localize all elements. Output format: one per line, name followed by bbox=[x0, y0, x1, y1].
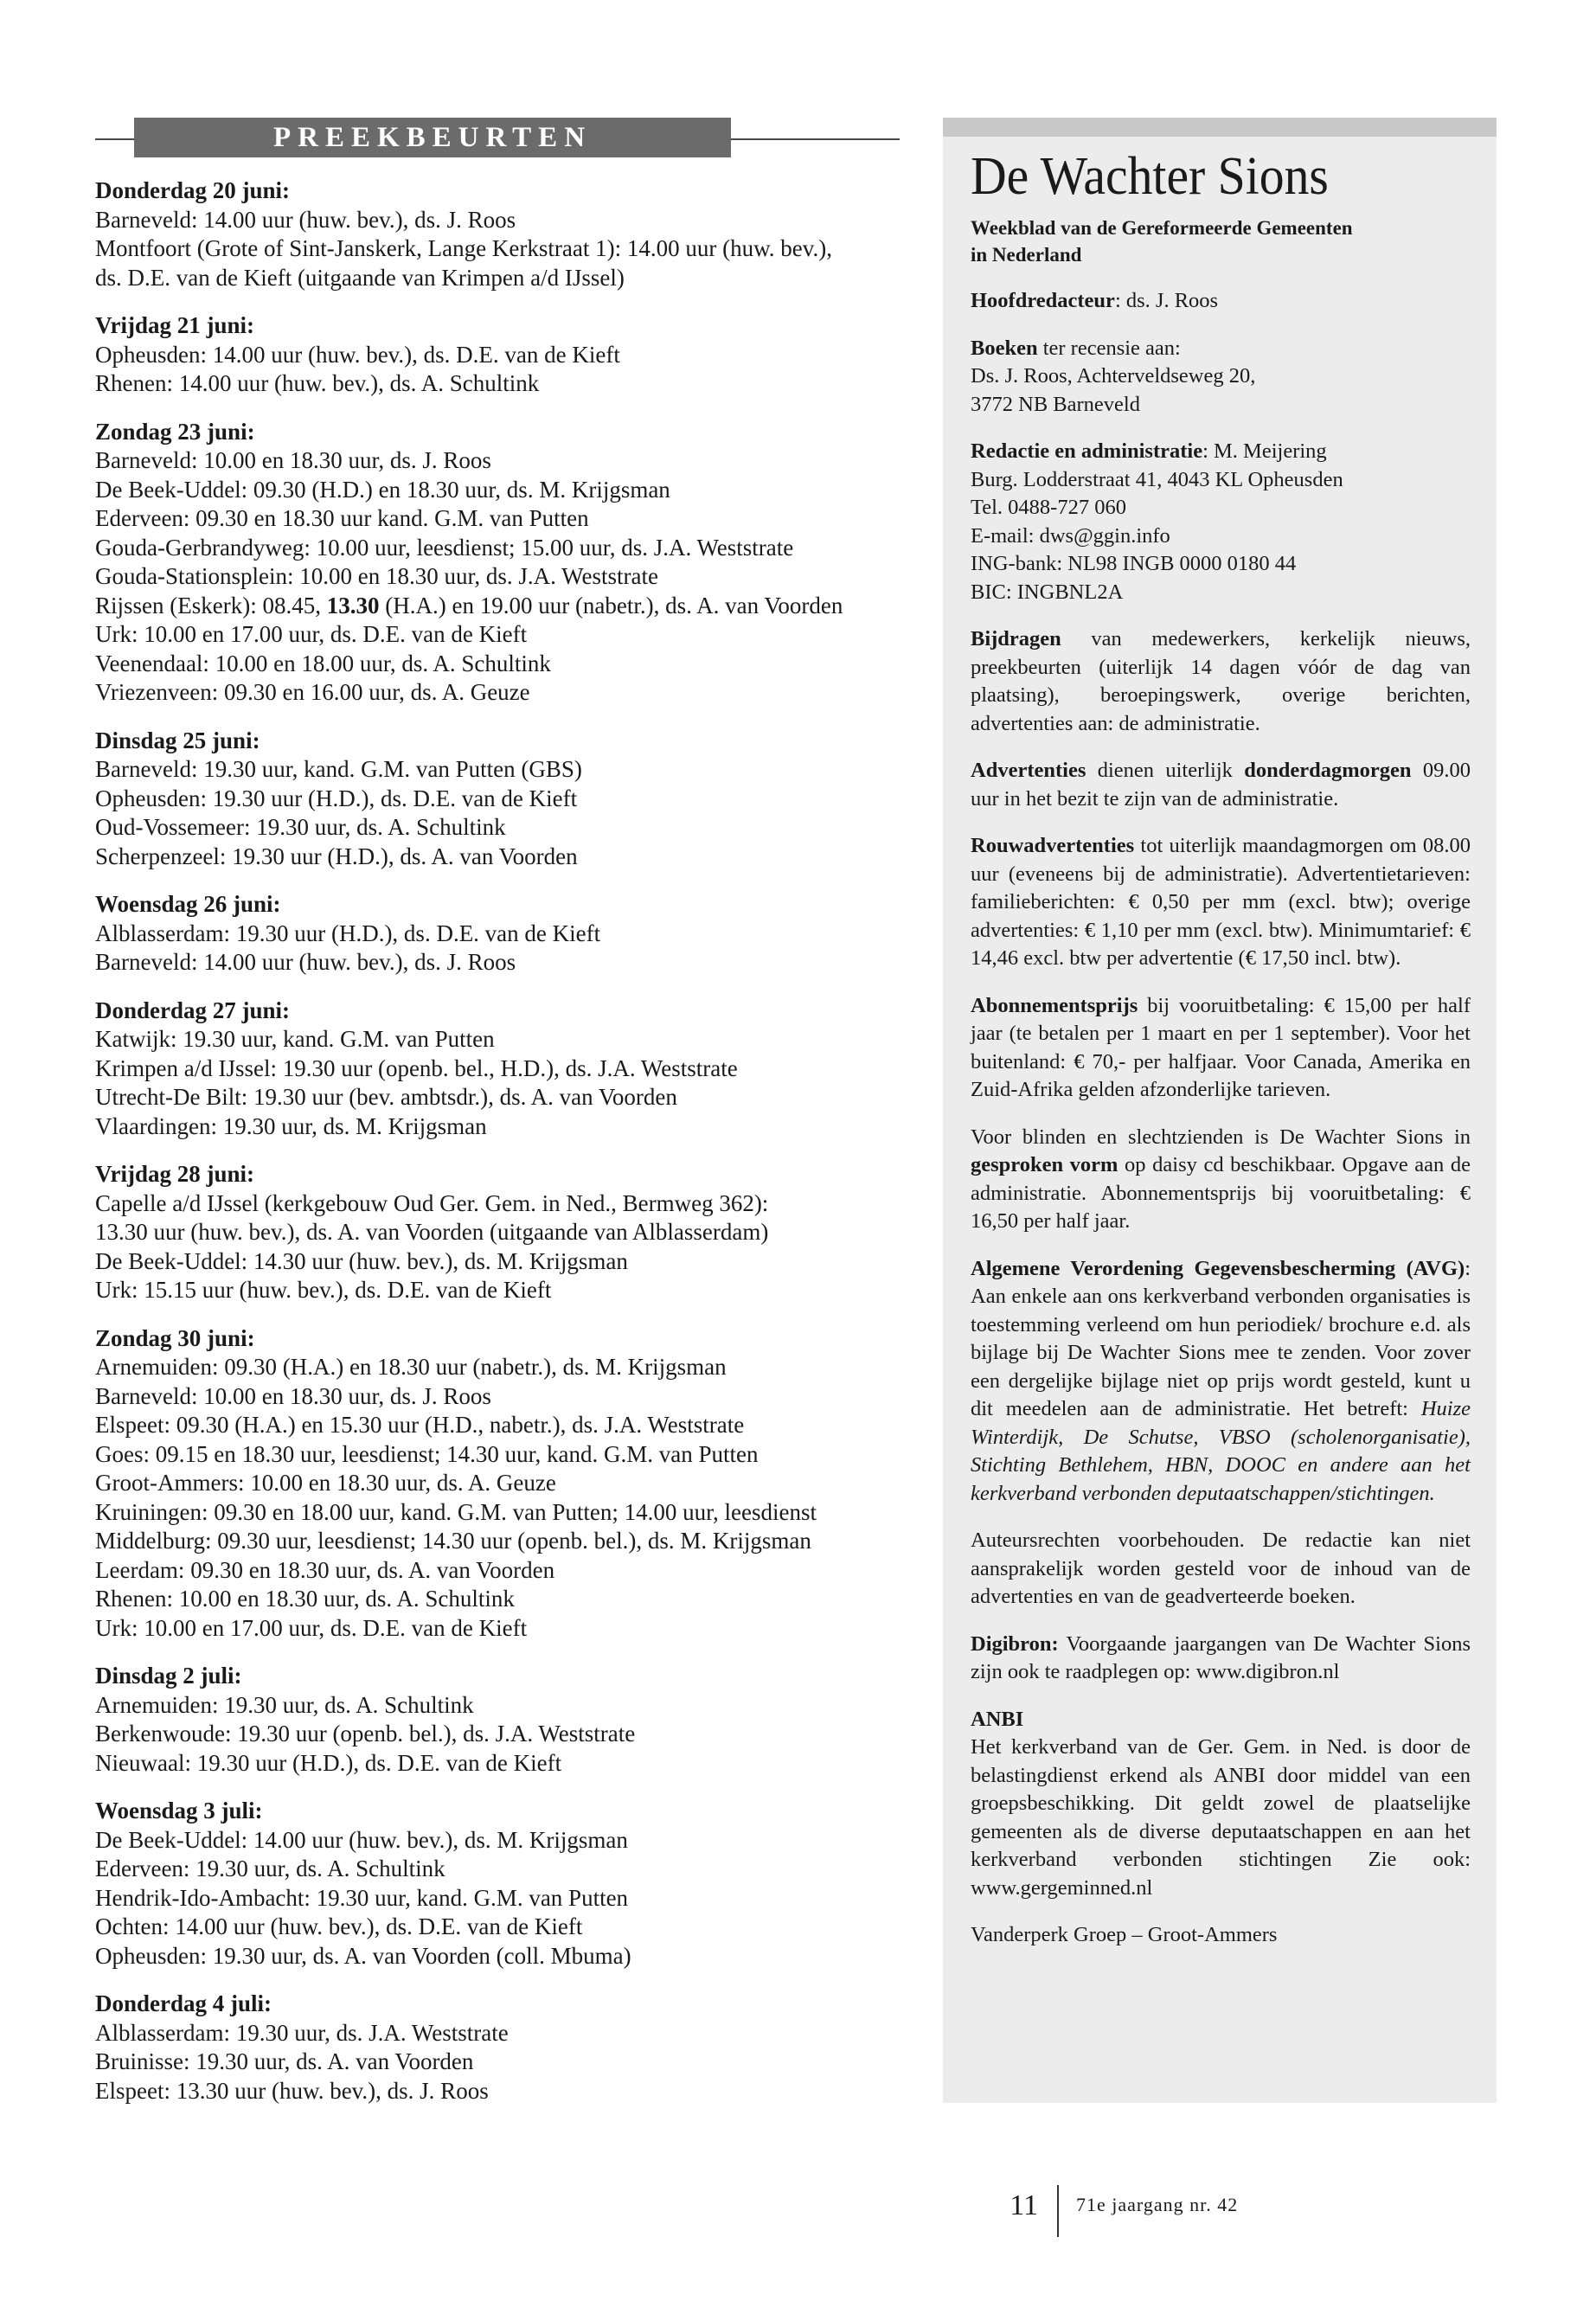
service-line: Elspeet: 09.30 (H.A.) en 15.30 uur (H.D., nabetr.), ds. J.A. Weststrate bbox=[95, 1412, 745, 1438]
rouwadvertenties-block bbox=[971, 832, 1471, 973]
day-block bbox=[95, 997, 900, 1142]
service-line: Gouda-Gerbrandyweg: 10.00 uur, leesdienst; 15.00 uur, ds. J.A. Weststrate bbox=[95, 534, 794, 561]
service-line: Vlaardingen: 19.30 uur, ds. M. Krijgsman bbox=[95, 1112, 487, 1139]
day-block bbox=[95, 890, 900, 977]
blinden-text-2: op daisy cd beschikbaar. Opgave aan de administratie. Abonnementsprijs bij vooruitbetaling: € 16,50 per half jaar. bbox=[971, 1153, 1471, 1233]
service-line: Kruiningen: 09.30 en 18.00 uur, kand. G.M. van Putten; 14.00 uur, leesdienst bbox=[95, 1498, 817, 1525]
masthead-title: De Wachter Sions bbox=[971, 147, 1329, 206]
advertenties-deadline: donderdagmorgen bbox=[1244, 759, 1412, 782]
day-title: Vrijdag 28 juni: bbox=[95, 1161, 255, 1187]
day-title: Dinsdag 2 juli: bbox=[95, 1663, 242, 1689]
service-line: Rijssen (Eskerk): 08.45, 13.30 (H.A.) en 19.00 uur (nabetr.), ds. A. van Voorden bbox=[95, 592, 843, 619]
service-line: Alblasserdam: 19.30 uur, ds. J.A. Weststrate bbox=[95, 2019, 509, 2046]
colophon-box bbox=[943, 118, 1497, 2103]
service-line: Rhenen: 10.00 en 18.30 uur, ds. A. Schultink bbox=[95, 1586, 515, 1612]
service-line: Berkenwoude: 19.30 uur (openb. bel.), ds. J.A. Weststrate bbox=[95, 1721, 636, 1747]
service-line: Montfoort (Grote of Sint-Janskerk, Lange Kerkstraat 1): 14.00 uur (huw. bev.), bbox=[95, 235, 833, 261]
service-line: Oud-Vossemeer: 19.30 uur, ds. A. Schultink bbox=[95, 814, 506, 840]
day-title: Donderdag 27 juni: bbox=[95, 997, 291, 1023]
abonnementsprijs-text: bij vooruitbetaling: € 15,00 per half jaar (te betalen per 1 maart en per 1 september). Voor het buitenland: € 70,- per halfjaar. Voor Canada, Amerika en Zuid-Afrika gelden afzonderlijke tarieven. bbox=[971, 993, 1471, 1101]
colophon-topbar bbox=[943, 118, 1497, 137]
service-line: Barneveld: 10.00 en 18.30 uur, ds. J. Roos bbox=[95, 1382, 491, 1409]
service-list bbox=[95, 176, 900, 2106]
service-line: Ochten: 14.00 uur (huw. bev.), ds. D.E. van de Kieft bbox=[95, 1913, 583, 1939]
service-line: Nieuwaal: 19.30 uur (H.D.), ds. D.E. van de Kieft bbox=[95, 1749, 562, 1776]
service-line: Alblasserdam: 19.30 uur (H.D.), ds. D.E. van de Kieft bbox=[95, 920, 601, 946]
day-block bbox=[95, 727, 900, 872]
service-line: Barneveld: 14.00 uur (huw. bev.), ds. J. Roos bbox=[95, 206, 516, 233]
service-line: Capelle a/d IJssel (kerkgebouw Oud Ger. Gem. in Ned., Bermweg 362): bbox=[95, 1189, 769, 1216]
bijdragen-block bbox=[971, 625, 1471, 738]
service-line: Middelburg: 09.30 uur, leesdienst; 14.30 uur (openb. bel.), ds. M. Krijgsman bbox=[95, 1528, 811, 1554]
day-block bbox=[95, 1797, 900, 1971]
footer-divider bbox=[1057, 2185, 1059, 2237]
service-line: Barneveld: 10.00 en 18.30 uur, ds. J. Roos bbox=[95, 447, 491, 473]
bijdragen-label: Bijdragen bbox=[971, 627, 1061, 651]
day-block bbox=[95, 176, 900, 292]
day-title: Woensdag 3 juli: bbox=[95, 1798, 263, 1823]
page-number: 11 bbox=[1010, 2189, 1038, 2221]
section-header-label: PREEKBEURTEN bbox=[134, 118, 731, 157]
boeken-text: ter recensie aan: bbox=[1037, 336, 1181, 360]
redactie-value: : M. Meijering bbox=[1202, 439, 1327, 463]
rouwadvertenties-label: Rouwadvertenties bbox=[971, 834, 1135, 857]
section-header bbox=[95, 112, 900, 157]
service-line: 13.30 uur (huw. bev.), ds. A. van Voorden (uitgaande van Alblasserdam) bbox=[95, 1219, 769, 1245]
service-line: Urk: 10.00 en 17.00 uur, ds. D.E. van de Kieft bbox=[95, 1614, 528, 1641]
day-block bbox=[95, 311, 900, 399]
hoofdredacteur-value: : ds. J. Roos bbox=[1114, 289, 1219, 312]
service-line: ds. D.E. van de Kieft (uitgaande van Krimpen a/d IJssel) bbox=[95, 264, 625, 291]
blinden-bold: gesproken vorm bbox=[971, 1153, 1118, 1176]
service-line: Hendrik-Ido-Ambacht: 19.30 uur, kand. G.M. van Putten bbox=[95, 1884, 629, 1911]
avg-text: : Aan enkele aan ons kerkverband verbonden organisaties is toestemming verleend om hun periodiek/ brochure e.d. als bijlage bij De Wachter Sions mee te zenden. Voor zover een dergelijke bijlage niet op prijs wordt gesteld, kunt u dit meedelen aan de administratie. Het betreft: bbox=[971, 1256, 1471, 1420]
service-line: Veenendaal: 10.00 en 18.00 uur, ds. A. Schultink bbox=[95, 650, 551, 676]
anbi-label: ANBI bbox=[971, 1707, 1024, 1731]
service-line: Arnemuiden: 19.30 uur, ds. A. Schultink bbox=[95, 1691, 474, 1718]
service-line: Opheusden: 19.30 uur (H.D.), ds. D.E. van de Kieft bbox=[95, 785, 578, 811]
service-line: Groot-Ammers: 10.00 en 18.30 uur, ds. A. Geuze bbox=[95, 1470, 556, 1496]
redactie-block bbox=[971, 438, 1471, 606]
subtitle-line-2: in Nederland bbox=[971, 244, 1082, 266]
day-title: Dinsdag 25 juni: bbox=[95, 727, 260, 753]
service-line: Bruinisse: 19.30 uur, ds. A. van Voorden bbox=[95, 2048, 474, 2074]
hoofdredacteur bbox=[971, 287, 1471, 316]
service-line: Leerdam: 09.30 en 18.30 uur, ds. A. van Voorden bbox=[95, 1556, 555, 1583]
rouwadvertenties-text: tot uiterlijk maandagmorgen om 08.00 uur (eveneens bij de administratie). Advertentietarieven: familieberichten: € 0,50 per mm (excl. btw); overige advertenties: € 1,10 per mm (excl. btw). Minimumtarief: € 14,46 excl. btw per advertentie (€ 17,50 incl. btw). bbox=[971, 834, 1471, 970]
avg-label: Algemene Verordening Gegevensbescherming (AVG) bbox=[971, 1256, 1465, 1280]
volume-issue: 71e jaargang nr. 42 bbox=[1076, 2194, 1239, 2215]
header-rule-left bbox=[95, 138, 138, 140]
service-line: Gouda-Stationsplein: 10.00 en 18.30 uur, ds. J.A. Weststrate bbox=[95, 563, 658, 589]
boeken-postcode: 3772 NB Barneveld bbox=[971, 392, 1140, 416]
service-line: Arnemuiden: 09.30 (H.A.) en 18.30 uur (nabetr.), ds. M. Krijgsman bbox=[95, 1354, 727, 1380]
day-block bbox=[95, 1324, 900, 1644]
anbi-block bbox=[971, 1706, 1471, 1903]
advertenties-text-1: dienen uiterlijk bbox=[1086, 759, 1245, 782]
boeken-label: Boeken bbox=[971, 336, 1038, 360]
day-block bbox=[95, 1662, 900, 1778]
avg-organisations: Huize Winterdijk, De Schutse, VBSO (scholenorganisatie), Stichting Bethlehem, HBN, DOOC en andere aan het kerkverband verbonden deputaatschappen/stichtingen. bbox=[971, 1397, 1471, 1505]
blinden-text-1: Voor blinden en slechtzienden is De Wachter Sions in bbox=[971, 1125, 1471, 1149]
printer: Vanderperk Groep – Groot-Ammers bbox=[971, 1923, 1278, 1946]
advertenties-text-2: 09.00 uur in het bezit te zijn van de administratie. bbox=[971, 759, 1471, 811]
service-line: Barneveld: 19.30 uur, kand. G.M. van Putten (GBS) bbox=[95, 756, 582, 782]
auteursrechten-block: Auteursrechten voorbehouden. De redactie kan niet aansprakelijk worden gesteld voor de inhoud van de advertenties en van de geadverteerde boeken. bbox=[971, 1529, 1471, 1608]
service-line: Rhenen: 14.00 uur (huw. bev.), ds. A. Schultink bbox=[95, 370, 540, 396]
subtitle-line-1: Weekblad van de Gereformeerde Gemeenten bbox=[971, 217, 1353, 239]
service-line: De Beek-Uddel: 14.00 uur (huw. bev.), ds. M. Krijgsman bbox=[95, 1826, 628, 1853]
day-block bbox=[95, 1990, 900, 2106]
day-title: Zondag 23 juni: bbox=[95, 418, 255, 445]
service-line: Krimpen a/d IJssel: 19.30 uur (openb. bel., H.D.), ds. J.A. Weststrate bbox=[95, 1054, 738, 1081]
service-line: De Beek-Uddel: 14.30 uur (huw. bev.), ds. M. Krijgsman bbox=[95, 1247, 628, 1274]
service-line: Ederveen: 09.30 en 18.30 uur kand. G.M. van Putten bbox=[95, 505, 589, 531]
redactie-email: E-mail: dws@ggin.info bbox=[971, 523, 1170, 548]
redactie-phone: Tel. 0488-727 060 bbox=[971, 496, 1126, 519]
bijdragen-text: van medewerkers, kerkelijk nieuws, preekbeurten (uiterlijk 14 dagen vóór de dag van plaatsing), beroepingswerk, overige berichten, advertenties aan: de administratie. bbox=[971, 627, 1471, 735]
header-rule-right bbox=[731, 138, 900, 140]
day-block bbox=[95, 1160, 900, 1305]
digibron-block bbox=[971, 1631, 1471, 1687]
redactie-bank: ING-bank: NL98 INGB 0000 0180 44 bbox=[971, 552, 1297, 575]
day-title: Zondag 30 juni: bbox=[95, 1324, 255, 1351]
masthead-subtitle bbox=[971, 215, 1471, 268]
service-line: Scherpenzeel: 19.30 uur (H.D.), ds. A. van Voorden bbox=[95, 843, 578, 869]
hoofdredacteur-label: Hoofdredacteur bbox=[971, 289, 1115, 312]
service-line: Ederveen: 19.30 uur, ds. A. Schultink bbox=[95, 1856, 445, 1881]
service-line: Barneveld: 14.00 uur (huw. bev.), ds. J. Roos bbox=[95, 949, 516, 975]
service-line: De Beek-Uddel: 09.30 (H.D.) en 18.30 uur, ds. M. Krijgsman bbox=[95, 476, 670, 503]
service-line: Opheusden: 14.00 uur (huw. bev.), ds. D.E. van de Kieft bbox=[95, 341, 620, 368]
service-line: Goes: 09.15 en 18.30 uur, leesdienst; 14.30 uur, kand. G.M. van Putten bbox=[95, 1440, 759, 1467]
digibron-label: Digibron: bbox=[971, 1631, 1059, 1656]
page-footer bbox=[0, 2187, 1596, 2239]
advertenties-block bbox=[971, 757, 1471, 813]
day-title: Vrijdag 21 juni: bbox=[95, 312, 255, 338]
blinden-block bbox=[971, 1124, 1471, 1236]
day-title: Donderdag 4 juli: bbox=[95, 1990, 272, 2016]
service-line: Katwijk: 19.30 uur, kand. G.M. van Putten bbox=[95, 1026, 495, 1052]
day-title: Woensdag 26 juni: bbox=[95, 891, 281, 917]
service-line: Urk: 10.00 en 17.00 uur, ds. D.E. van de Kieft bbox=[95, 621, 528, 647]
anbi-text: Het kerkverband van de Ger. Gem. in Ned. is door de belastingdienst erkend als ANBI door middel van een groepsbeschikking. Dit geldt zowel de plaatselijke gemeenten als de diverse deputaatschappen en aan het kerkverband verbonden stichtingen Zie ook: www.gergeminned.nl bbox=[971, 1735, 1471, 1900]
service-line: Urk: 15.15 uur (huw. bev.), ds. D.E. van de Kieft bbox=[95, 1277, 552, 1303]
service-line: Utrecht-De Bilt: 19.30 uur (bev. ambtsdr.), ds. A. van Voorden bbox=[95, 1084, 677, 1110]
redactie-label: Redactie en administratie bbox=[971, 439, 1203, 463]
redactie-address: Burg. Lodderstraat 41, 4043 KL Opheusden bbox=[971, 467, 1343, 491]
day-block bbox=[95, 418, 900, 708]
abonnementsprijs-label: Abonnementsprijs bbox=[971, 993, 1138, 1017]
service-line: Vriezenveen: 09.30 en 16.00 uur, ds. A. Geuze bbox=[95, 679, 530, 705]
abonnementsprijs-block bbox=[971, 992, 1471, 1105]
redactie-bic: BIC: INGBNL2A bbox=[971, 580, 1124, 604]
service-line: Elspeet: 13.30 uur (huw. bev.), ds. J. Roos bbox=[95, 2077, 489, 2104]
service-line: Opheusden: 19.30 uur, ds. A. van Voorden (coll. Mbuma) bbox=[95, 1942, 631, 1969]
avg-block bbox=[971, 1255, 1471, 1509]
day-title: Donderdag 20 juni: bbox=[95, 177, 291, 203]
preekbeurten-column bbox=[95, 112, 900, 2125]
advertenties-label: Advertenties bbox=[971, 759, 1086, 782]
digibron-text: Voorgaande jaargangen van De Wachter Sions zijn ook te raadplegen op: www.digibron.nl bbox=[971, 1631, 1471, 1683]
boeken-address: Ds. J. Roos, Achterveldseweg 20, bbox=[971, 364, 1256, 388]
boeken-block bbox=[971, 335, 1471, 420]
